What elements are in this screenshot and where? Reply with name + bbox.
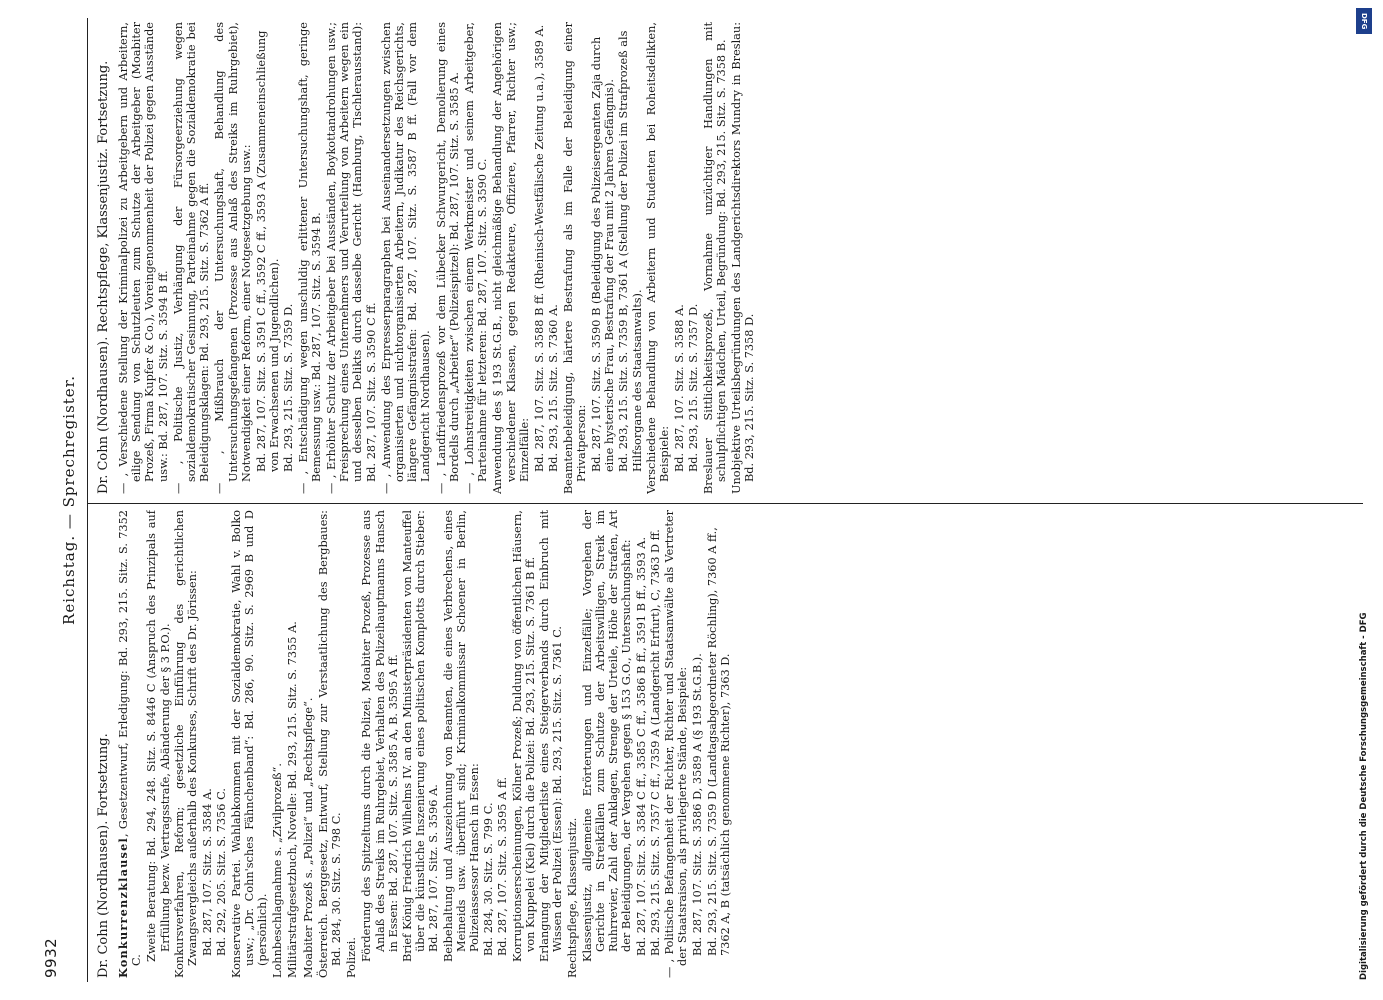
index-entry: Militärstrafgesetzbuch, Novelle: Bd. 293, 215. Sitz. S. 7355 A. <box>286 621 300 978</box>
digitization-credit <box>1353 20 1375 980</box>
index-reference: Bd. 284, 30. Sitz. S. 799 C. <box>482 802 496 956</box>
index-entry: Beamtenbeleidigung, härtere Bestrafung als im Falle der Beleidigung einer Privatperson: <box>561 22 588 494</box>
index-reference: Bd. 287, 107. Sitz. S. 3586 D, 3589 A (§ 193 St.G.B.). <box>691 653 705 956</box>
index-entry: Verschiedene Behandlung von Arbeitern und Studenten bei Roheitsdelikten, Beispiele: <box>644 22 671 494</box>
index-reference: Bd. 293, 215. Sitz. S. 7357 C ff., 7359 A (Landgericht Erfurt), C, 7363 D ff. <box>648 529 662 956</box>
index-subentry: Erlangung der Mitgliederliste eines Steigerverbands durch Einbruch mit Wissen der Polizei (Essen): Bd. 293, 215. Sitz. S. 7361 C. <box>538 510 565 962</box>
index-reference: Bd. 293, 215. Sitz. S. 7359 B, 7361 A (Stellung der Polizei im Strafprozeß als Hilfsorgane des Staatsanwalts). <box>617 30 644 472</box>
right-column <box>96 22 1363 494</box>
credit-text: Digitalisierung gefördert durch die Deutsche Forschungsgemeinschaft - DFG <box>1359 612 1369 980</box>
header-rule <box>87 18 88 982</box>
index-reference: Bd. 293, 215. Sitz. S. 7359 D. <box>282 303 296 472</box>
index-entry: — , Politische Befangenheit der Richter, Richter und Staatsanwälte als Vertreter der Staatsraison, als privilegierte Stände, Beispiele: <box>662 510 690 978</box>
index-reference: Bd. 293, 215. Sitz. S. 7359 D (Landtagsabgeordneter Röchling), 7360 A ff., 7362 A, B (tatsächlich genommene Richter), 7363 D. <box>705 527 732 956</box>
index-reference: Bd. 287, 107. Sitz. S. 3595 A ff. <box>496 776 510 956</box>
index-reference: Bd. 293, 215. Sitz. S. 7357 D. <box>687 303 701 472</box>
index-entry-konkurrenzklausel <box>117 510 143 978</box>
index-reference: Bd. 287, 107. Sitz. S. 3588 A. <box>673 304 687 472</box>
index-reference: Bd. 287, 107. Sitz. S. 3584 C ff., 3585 C ff., 3586 B ff., 3591 B ff., 3593 A. <box>634 536 648 956</box>
index-entry: Lohnbeschlagnahme s. „Zivilprozeß“. <box>271 763 285 978</box>
right-column-header: Dr. Cohn (Nordhausen). Rechtspflege, Klassenjustiz. Fortsetzung. <box>96 60 111 494</box>
index-subentry: Zweite Beratung: Bd. 294, 248. Sitz. S. 8446 C (Anspruch des Prinzipals auf Erfüllung bezw. Vertragsstrafe, Abänderung der § 3 P.O.). <box>145 510 172 962</box>
index-subentry: Klassenjustiz, allgemeine Erörterungen und Einzelfälle; Vorgehen der Gerichte in Streikfällen zum Schutze der Arbeitswilligen, Streik im Ruhrrevier, Zahl der Anklagen, Strenge der Urteile, Höhe der Strafen, Art der Beleidigungen, der Vergehen gegen § 153 G.O., Untersuchungshaft: <box>580 510 634 962</box>
index-reference: Bd. 287, 107. Sitz. S. 3588 B ff. (Rheinisch-Westfälische Zeitung u.a.), 3589 A. <box>533 24 547 472</box>
index-entry: — , Verschiedene Stellung der Kriminalpolizei zu Arbeitgebern und Arbeitern, eilige Sendung von Schutzleuten zum Schutze der Arbeitgeber (Moabiter Prozeß, Firma Kupfer & Co.), Voreingenommenheit der Polizei gegen Ausstände usw.: Bd. 287, 107. Sitz. S. 3594 B ff. <box>117 22 170 494</box>
left-entries-list <box>173 510 732 978</box>
index-reference: Bd. 293, 215. Sitz. S. 7360 A. <box>547 304 561 472</box>
index-entry: Moabiter Prozeß s. „Polizei“ und „Rechtspflege“. <box>301 697 315 978</box>
index-entry: Österreich. Berggesetz, Entwurf, Stellung zur Verstaatlichung des Bergbaues: Bd. 284, 30. Sitz. S. 798 C. <box>316 510 344 978</box>
index-reference: Bd. 292, 205. Sitz. S. 7356 C. <box>215 788 229 956</box>
index-entry: Polizei. <box>345 936 359 978</box>
index-reference: Bd. 287, 107. Sitz. S. 3590 B (Beleidigung des Polizeisergeanten Zaja durch eine hysterische Frau, Bestrafung der Frau mit 2 Jahren Gefängnis). <box>589 36 617 472</box>
page-number: 9932 <box>42 937 60 978</box>
entry-text: , Gesetzentwurf, Erledigung: Bd. 293, 215. Sitz. S. 7352 C. <box>117 510 144 966</box>
index-entry: — , Anwendung des Erpresserparagraphen bei Auseinandersetzungen zwischen organisierten und nichtorganisierten Arbeitern, Judikatur des Reichsgerichts, längere Gefängnisstrafen: Bd. 287, 107. Sitz. S. 3587 B ff. (Fall vor dem Landgericht Nordhausen). <box>379 22 433 494</box>
index-subentry: Brief König Friedrich Wilhelms IV. an den Ministerpräsidenten von Manteuffel über die künstliche Inszenierung eines politischen Komplotts durch Stieber: Bd. 287, 107. Sitz. S. 3596 A. <box>401 510 441 962</box>
index-entry: — , Mißbrauch der Untersuchungshaft, Behandlung des Untersuchungsgefangenen (Prozesse aus Anlaß des Streiks im Ruhrgebiet), Notwendigkeit einer Reform, einer Notgesetzgebung usw.: <box>213 22 253 494</box>
left-column <box>96 510 1363 978</box>
index-entry: — , Politische Justiz, Verhängung der Fürsorgeerziehung wegen sozialdemokratischer Gesinnung, Parteinahme gegen die Sozialdemokratie bei Beleidigungsklagen: Bd. 293, 215. Sitz. S. 7362 A ff. <box>171 22 212 494</box>
index-entry: Breslauer Sittlichkeitsprozeß, Vornahme unzüchtiger Handlungen mit schulpflichtigen Mädchen, Urteil, Begründung: Bd. 293, 215. Sitz. S. 7358 B. <box>701 22 728 494</box>
column-divider <box>88 503 1363 504</box>
index-entry: — , Landfriedensprozeß vor dem Lübecker Schwurgericht, Demolierung eines Bordells durch „Arbeiter“ (Polizeispitzel): Bd. 287, 107. Sitz. S. 3585 A. <box>434 22 461 494</box>
index-reference: Bd. 287, 107. Sitz. S. 3591 C ff., 3592 C ff., 3593 A (Zusammeneinschließung von Erwachsenen und Jugendlichen). <box>255 30 282 472</box>
running-head: Reichstag. — Sprechregister. <box>60 375 78 625</box>
index-entry: Konkursverfahren, Reform; gesetzliche Einführung des gerichtlichen Zwangsvergleichs außerhalb des Konkurses, Schrift des Dr. Jörissen: <box>172 510 200 978</box>
index-subentry: Korruptionserscheinungen, Kölner Prozeß; Duldung von öffentlichen Häusern, von Kuppelei (Kiel) durch die Polizei: Bd. 293, 215. Sitz. S. 7361 B ff. <box>510 510 537 962</box>
index-reference: Bd. 287, 107. Sitz. S. 3584 A. <box>201 788 215 956</box>
index-entry: Konservative Partei. Wahlabkommen mit der Sozialdemokratie, Wahl v. Bolko usw.; „Dr. Cohn'sches Fähnchenband“: Bd. 286, 90. Sitz. S. 2969 B und D (persönlich). <box>229 510 270 978</box>
index-entry: Unobjektive Urteilsbegründungen des Landgerichtsdirektors Mundry in Breslau: Bd. 293, 215. Sitz. S. 7358 D. <box>729 22 757 494</box>
right-entries-list <box>117 22 756 494</box>
dfg-logo: DFG <box>1356 8 1372 34</box>
entry-headword: Konkurrenzklausel <box>116 837 130 978</box>
index-entry: — , Erhöhter Schutz der Arbeitgeber bei Ausständen, Boykottandrohungen usw.; Freisprechung eines Unternehmers und Verurteilung von Arbeitern wegen ein und desselben Delikts durch dasselbe Gericht (Hamburg, Tischlerausstand): Bd. 287, 107. Sitz. S. 3590 C ff. <box>325 22 378 494</box>
index-entry: — , Lohnstreitigkeiten zwischen einem Werkmeister und seinem Arbeitgeber, Parteinahme für letzteren: Bd. 287, 107. Sitz. S. 3590 C. <box>463 22 490 494</box>
index-entry: Anwendung des § 193 St.G.B., nicht gleichmäßige Behandlung der Angehörigen verschiedener Klassen, gegen Redakteure, Offiziere, Pfarrer, Richter usw.; Einzelfälle: <box>491 22 531 494</box>
index-subentry: Beibehaltung und Auszeichnung von Beamten, die eines Verbrechens, eines Meineids usw. überführt sind; Kriminalkommissar Schoener in Berlin, Polizeiassessor Hansch in Essen: <box>441 510 482 962</box>
index-subentry: Förderung des Spitzeltums durch die Polizei, Moabiter Prozeß, Prozesse aus Anlaß des Streiks im Ruhrgebiet, Verhalten des Polizeihauptmanns Hansch in Essen: Bd. 287, 107. Sitz. S. 3585 A, B. 3595 A ff. <box>360 510 400 962</box>
index-entry: Rechtspflege, Klassenjustiz. <box>565 817 579 978</box>
index-entry: — , Entschädigung wegen unschuldig erlittener Untersuchungshaft, geringe Bemessung usw.: Bd. 287, 107. Sitz. S. 3594 B. <box>296 22 323 494</box>
left-column-header: Dr. Cohn (Nordhausen). Fortsetzung. <box>96 733 111 978</box>
